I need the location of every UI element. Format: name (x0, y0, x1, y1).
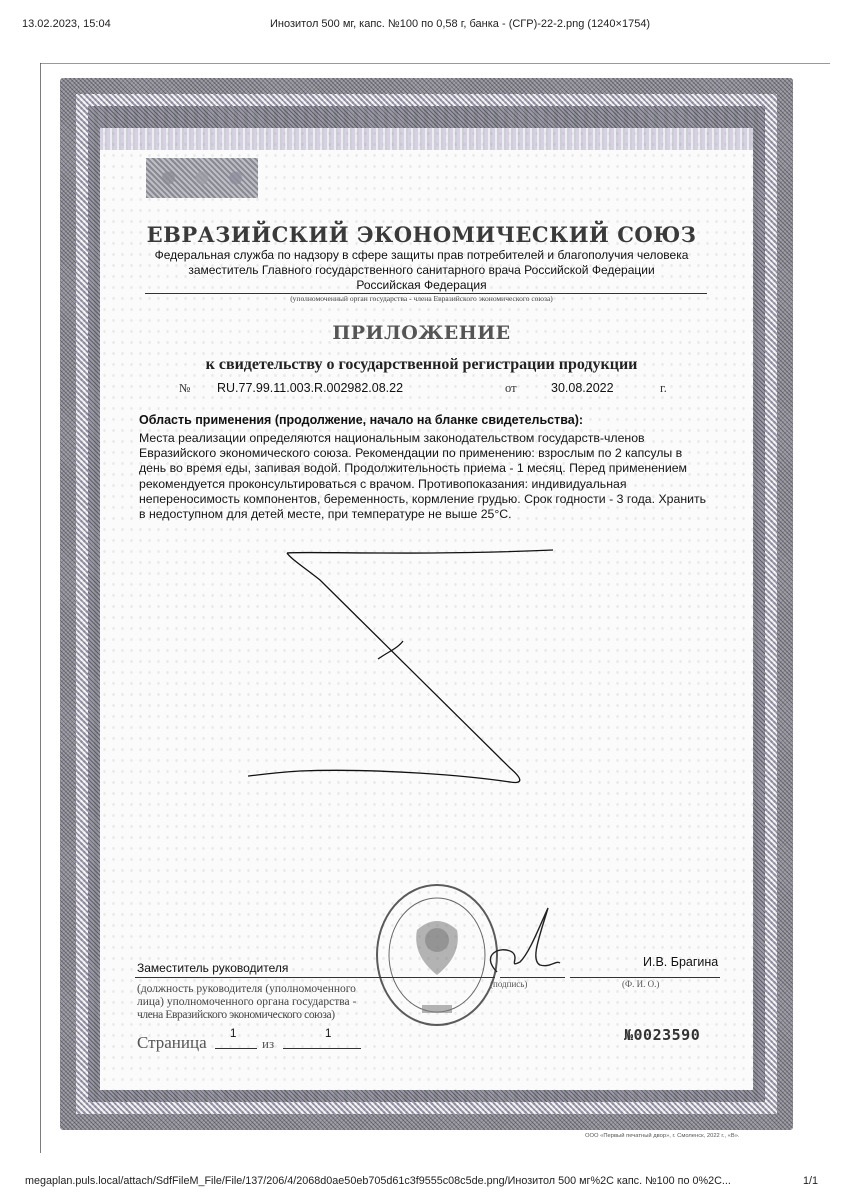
position-underline (135, 977, 495, 978)
print-page-count: 1/1 (803, 1175, 819, 1187)
annex-title: ПРИЛОЖЕНИЕ (332, 322, 511, 344)
scope-line: рекомендуется проконсультироваться с врачом. Противопоказания: индивидуальная (139, 476, 627, 491)
registration-number: RU.77.99.11.003.R.002982.08.22 (217, 381, 404, 395)
printer-imprint: ООО «Первый печатный двор», г. Смоленск, 2022 г., «В». (585, 1133, 740, 1139)
authority-caption: (уполномоченный орган государства - члена Евразийского экономического союза) (290, 294, 553, 303)
print-page-title: Инозитол 500 мг, капс. №100 по 0,58 г, банка - (СГР)-22-2.png (1240×1754) (270, 18, 651, 30)
authority-line: Российская Федерация (356, 278, 487, 292)
position-caption (137, 983, 437, 1022)
signature-caption: (подпись) (490, 979, 528, 989)
annex-subtitle: к свидетельству о государственной регистрации продукции (205, 356, 638, 373)
handwritten-signature (490, 908, 560, 972)
year-suffix: г. (660, 381, 667, 395)
number-sign: № (179, 381, 191, 395)
position-caption-line: (должность руководителя (уполномоченного (137, 983, 356, 995)
union-title: ЕВРАЗИЙСКИЙ ЭКОНОМИЧЕСКИЙ СОЮЗ (146, 222, 697, 247)
registration-date: 30.08.2022 (551, 381, 614, 395)
page-number-underline (215, 1048, 257, 1049)
scope-line: в недоступном для детей месте, при температуре не выше 25°С. (139, 507, 512, 522)
authority-line: Федеральная служба по надзору в сфере защиты прав потребителей и благополучия человека (154, 248, 689, 262)
scope-line: Евразийского экономического союза. Рекомендации по применению: взрослым по 2 капсулы в (139, 446, 683, 461)
signer-position: Заместитель руководителя (137, 961, 289, 975)
signature-underline (500, 977, 565, 978)
name-underline (570, 977, 720, 978)
print-datetime: 13.02.2023, 15:04 (22, 18, 111, 30)
position-caption-line: лица) уполномоченного органа государства - (137, 996, 357, 1008)
page-total: 1 (325, 1028, 332, 1040)
scope-line: непереносимость компонентов, беременность, кормление грудью. Срок годности - 3 года. Хранить (139, 491, 707, 506)
from-label: от (505, 381, 517, 395)
form-serial-number: №0023590 (624, 1026, 701, 1044)
scope-line: Места реализации определяются национальным законодательством государств-членов (139, 431, 645, 445)
page-number: 1 (230, 1028, 237, 1040)
page-total-underline (283, 1048, 361, 1049)
position-caption-line: члена Евразийского экономического союза) (137, 1009, 335, 1021)
page-label: Страница (137, 1033, 207, 1052)
signer-name: И.В. Брагина (643, 955, 719, 969)
scope-heading: Область применения (продолжение, начало на бланке свидетельства): (139, 413, 584, 427)
of-label: из (262, 1036, 275, 1051)
scope-line: день во время еды, запивая водой. Продолжительность приема - 1 месяц. Перед применением (139, 461, 688, 476)
print-url: megaplan.puls.local/attach/SdfFileM_File/File/137/206/4/2068d0ae50eb705d61c3f9555c08c5de.png/Инозитол 500 мг%2C капс. №100 по 0%2C... (25, 1175, 731, 1187)
authority-line: заместитель Главного государственного санитарного врача Российской Федерации (188, 263, 655, 277)
registration-row (0, 381, 843, 399)
fio-caption: (Ф. И. О.) (622, 979, 660, 989)
scope-body (139, 431, 729, 522)
